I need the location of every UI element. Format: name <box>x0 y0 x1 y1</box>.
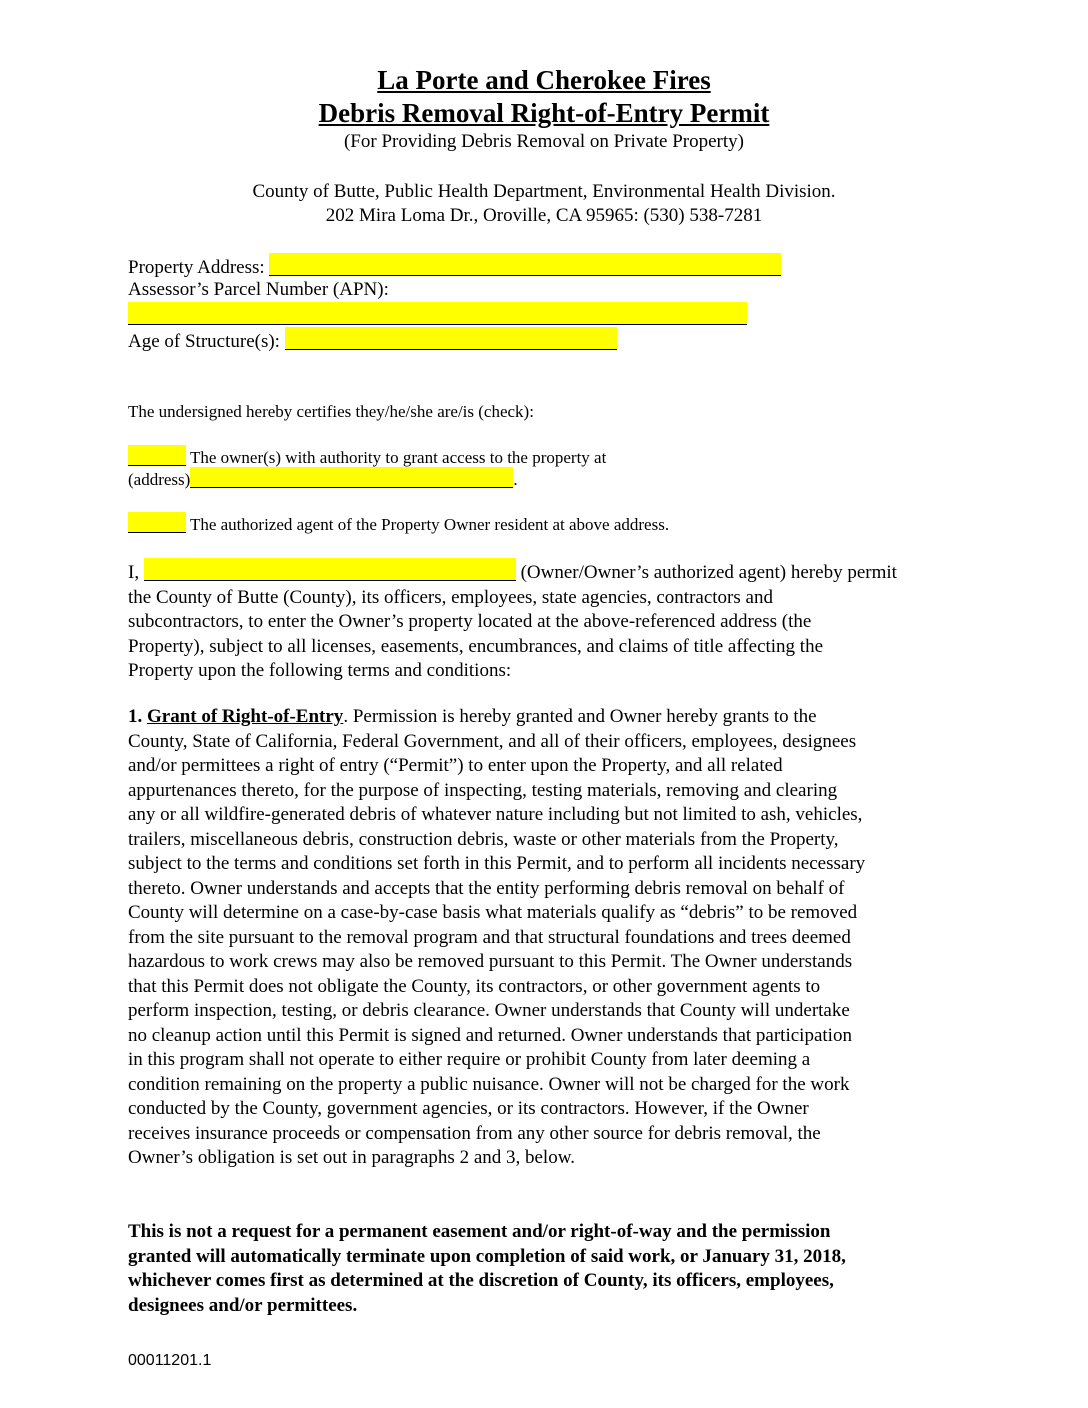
paragraph-line: the County of Butte (County), its officers, employees, state agencies, contractors and <box>128 586 773 608</box>
section-1-first-line-rest: . Permission is hereby granted and Owner hereby grants to the <box>343 706 817 727</box>
paragraph-line: Property), subject to all licenses, easements, encumbrances, and claims of title affecting the <box>128 635 824 657</box>
permit-line1-suffix: (Owner/Owner’s authorized agent) hereby permit <box>520 562 897 583</box>
paragraph-line: any or all wildfire-generated debris of whatever nature including but not limited to ash, vehicles, <box>128 804 863 825</box>
paragraph-line: subcontractors, to enter the Owner’s property located at the above-referenced address (the <box>128 611 812 632</box>
notice-line: whichever comes first as determined at the discretion of County, its officers, employees, <box>128 1270 834 1291</box>
section-1-heading: Grant of Right-of-Entry <box>147 706 344 727</box>
age-label: Age of Structure(s): <box>128 331 280 352</box>
apn-row <box>128 302 747 329</box>
apn-input[interactable] <box>128 302 747 325</box>
address-suffix: . <box>513 470 518 489</box>
paragraph-line: conducted by the County, government agencies, or its contractors. However, if the Owner <box>128 1098 809 1119</box>
document-id: 00011201.1 <box>128 1352 212 1369</box>
notice-line: granted will automatically terminate upon completion of said work, or January 31, 2018, <box>128 1245 846 1267</box>
certify-address-row <box>128 467 518 492</box>
owner-checkbox[interactable] <box>128 445 186 466</box>
paragraph-line: that this Permit does not obligate the County, its contractors, or other government agents to <box>128 975 821 997</box>
permit-first-line <box>128 558 958 586</box>
paragraph-line: Owner’s obligation is set out in paragraphs 2 and 3, below. <box>128 1147 575 1168</box>
permit-prefix: I, <box>128 562 140 583</box>
section-1 <box>128 705 958 1171</box>
owner-address-input[interactable] <box>190 467 513 488</box>
paragraph-line: appurtenances thereto, for the purpose of inspecting, testing materials, removing and clearing <box>128 779 838 801</box>
paragraph-line: hazardous to work crews may also be removed pursuant to this Permit. The Owner understands <box>128 951 853 972</box>
agency-line-2: 202 Mira Loma Dr., Oroville, CA 95965: (530) 538-7281 <box>325 205 763 226</box>
agent-option-text: The authorized agent of the Property Owner resident at above address. <box>189 515 670 534</box>
certify-option-agent <box>128 512 669 537</box>
address-label: (address) <box>128 470 191 489</box>
paragraph-line: perform inspection, testing, or debris clearance. Owner understands that County will undertake <box>128 1000 850 1021</box>
paragraph-line: County, State of California, Federal Government, and all of their officers, employees, designees <box>128 730 857 752</box>
paragraph-line: thereto. Owner understands and accepts that the entity performing debris removal on behalf of <box>128 877 845 899</box>
age-input[interactable] <box>285 327 617 350</box>
paragraph-line: Property upon the following terms and conditions: <box>128 660 512 681</box>
owner-name-input[interactable] <box>144 558 516 581</box>
property-address-label: Property Address: <box>128 257 265 278</box>
paragraph-line: subject to the terms and conditions set forth in this Permit, and to perform all incidents necessary <box>128 853 866 874</box>
paragraph-line: from the site pursuant to the removal program and that structural foundations and trees deemed <box>128 926 851 948</box>
paragraph-line: and/or permittees a right of entry (“Permit”) to enter upon the Property, and all related <box>128 755 783 776</box>
termination-notice <box>128 1220 958 1318</box>
section-1-first-line <box>128 705 958 730</box>
property-address-row <box>128 253 781 280</box>
notice-line: This is not a request for a permanent easement and/or right-of-way and the permission <box>128 1221 831 1242</box>
paragraph-line: trailers, miscellaneous debris, construction debris, waste or other materials from the Property, <box>128 828 839 850</box>
subtitle: (For Providing Debris Removal on Private Property) <box>343 131 744 152</box>
paragraph-line: condition remaining on the property a public nuisance. Owner will not be charged for the work <box>128 1073 850 1095</box>
title-line-2: Debris Removal Right-of-Entry Permit <box>318 98 770 128</box>
paragraph-line: County will determine on a case-by-case basis what materials qualify as “debris” to be removed <box>128 902 858 923</box>
notice-line: designees and/or permittees. <box>128 1294 358 1316</box>
permit-paragraph <box>128 558 958 684</box>
property-address-input[interactable] <box>269 253 781 276</box>
certify-intro: The undersigned hereby certifies they/he/she are/is (check): <box>128 402 534 421</box>
apn-label: Assessor’s Parcel Number (APN): <box>128 279 389 300</box>
agent-checkbox[interactable] <box>128 512 186 533</box>
section-1-number: 1. <box>128 706 143 727</box>
owner-option-text: The owner(s) with authority to grant access to the property at <box>189 448 607 467</box>
paragraph-line: no cleanup action until this Permit is signed and returned. Owner understands that participation <box>128 1024 852 1046</box>
paragraph-line: receives insurance proceeds or compensation from any other source for debris removal, the <box>128 1122 821 1144</box>
agency-line-1: County of Butte, Public Health Department, Environmental Health Division. <box>252 181 836 202</box>
title-line-1: La Porte and Cherokee Fires <box>377 65 711 95</box>
paragraph-line: in this program shall not operate to either require or prohibit County from later deeming a <box>128 1049 811 1070</box>
age-row <box>128 327 617 354</box>
